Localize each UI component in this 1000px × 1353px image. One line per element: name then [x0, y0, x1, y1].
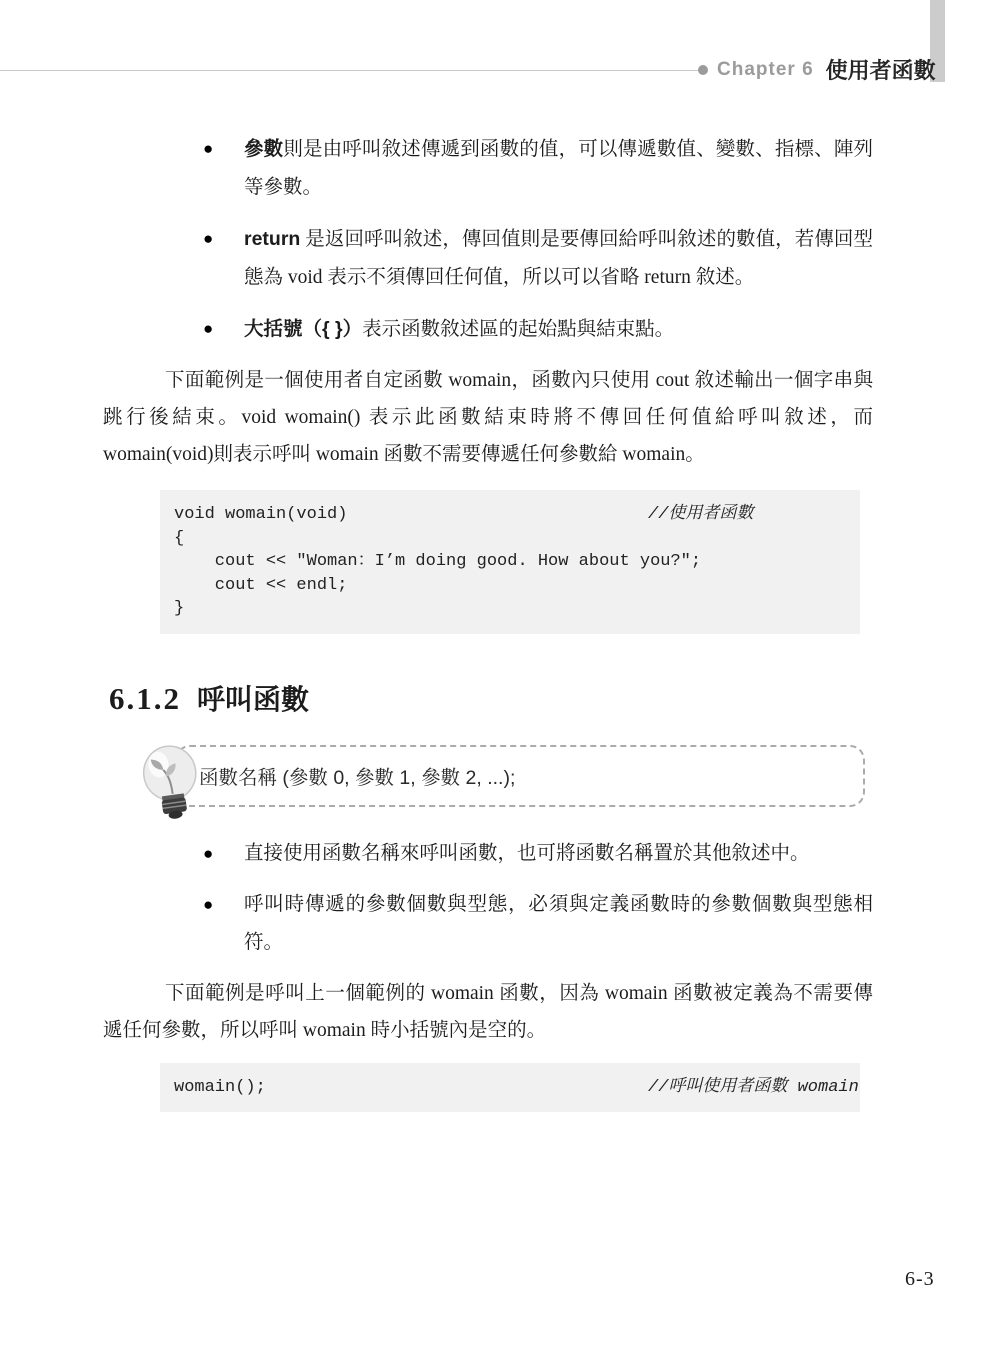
bullet-text: [244, 220, 873, 297]
code-line: [174, 550, 848, 574]
usage-bullet-list: [103, 835, 873, 962]
list-item: [103, 886, 873, 962]
list-item: [103, 130, 873, 207]
section-heading: [109, 678, 873, 718]
paragraph: 下面範例是一個使用者自定函數 womain，函數內只使用 cout 敘述輸出一個字串與跳行後結束。void womain() 表示此函數結束時將不傳回任何值給呼叫敘述，而 womain(void)則表示呼叫 womain 函數不需要傳遞任何參數給 womain。: [103, 370, 873, 465]
page-header: [698, 54, 936, 85]
bullet-rest: 是返回呼叫敘述，傳回值則是要傳回給呼叫敘述的數值，若傳回型態為 void 表示不須傳回任何值，所以可以省略 return 敘述。: [244, 229, 873, 288]
definition-bullet-list: [103, 130, 873, 349]
bullet-icon: ●: [203, 319, 214, 338]
chapter-title: 使用者函數: [825, 58, 936, 83]
bullet-text: 呼叫時傳遞的參數個數與型態，必須與定義函數時的參數個數與型態相符。: [244, 893, 873, 953]
bullet-rest: 則是由呼叫敘述傳遞到函數的值，可以傳遞數值、變數、指標、陣列等參數。: [244, 139, 873, 198]
bullet-icon: ●: [203, 139, 214, 158]
bullet-term: return: [244, 228, 301, 250]
code-block: [160, 490, 860, 634]
tip-text: 函數名稱 (參數 0, 參數 1, 參數 2, ...);: [199, 766, 516, 789]
code-comment: //呼叫使用者函數 womain: [648, 1077, 859, 1097]
code-line: [174, 574, 848, 598]
code-text: {: [174, 528, 185, 548]
code-line: [174, 1076, 859, 1100]
bullet-rest: 表示函數敘述區的起始點與結束點。: [362, 319, 675, 340]
bullet-text: 直接使用函數名稱來呼叫函數，也可將函數名稱置於其他敘述中。: [244, 842, 810, 864]
page-content: [103, 100, 873, 1112]
bullet-term: 參數: [244, 138, 284, 160]
list-item: [103, 310, 873, 349]
bullet-icon: ●: [203, 894, 214, 914]
bullet-term: 大括號（{ }）: [244, 318, 363, 340]
bullet-icon: ●: [203, 229, 214, 248]
bullet-text: [244, 310, 873, 349]
bullet-icon: ●: [203, 843, 214, 863]
chapter-bullet-icon: [698, 65, 708, 75]
code-line: [174, 527, 848, 551]
list-item: [103, 835, 873, 873]
code-text: }: [174, 599, 185, 618]
code-line: [174, 597, 848, 621]
section-number: 6.1.2: [109, 680, 181, 716]
page-number: 6-3: [905, 1268, 935, 1290]
paragraph: 下面範例是呼叫上一個範例的 womain 函數，因為 womain 函數被定義為不需要傳遞任何參數，所以呼叫 womain 時小括號內是空的。: [103, 982, 873, 1041]
tip-box: [175, 745, 865, 807]
code-text: cout << "Woman：I’m doing good. How about you?";: [174, 552, 702, 571]
chapter-label: Chapter 6: [717, 58, 814, 80]
header-rule: [0, 70, 701, 71]
code-comment: //使用者函數: [648, 505, 754, 524]
code-block: [160, 1063, 860, 1113]
code-text: void womain(void): [174, 505, 348, 524]
list-item: [103, 220, 873, 297]
lightbulb-icon: [134, 742, 208, 822]
code-text: womain();: [174, 1077, 266, 1097]
code-line: [174, 503, 848, 527]
bullet-text: [244, 130, 873, 207]
section-title: 呼叫函數: [197, 683, 310, 715]
code-text: cout << endl;: [174, 575, 348, 595]
